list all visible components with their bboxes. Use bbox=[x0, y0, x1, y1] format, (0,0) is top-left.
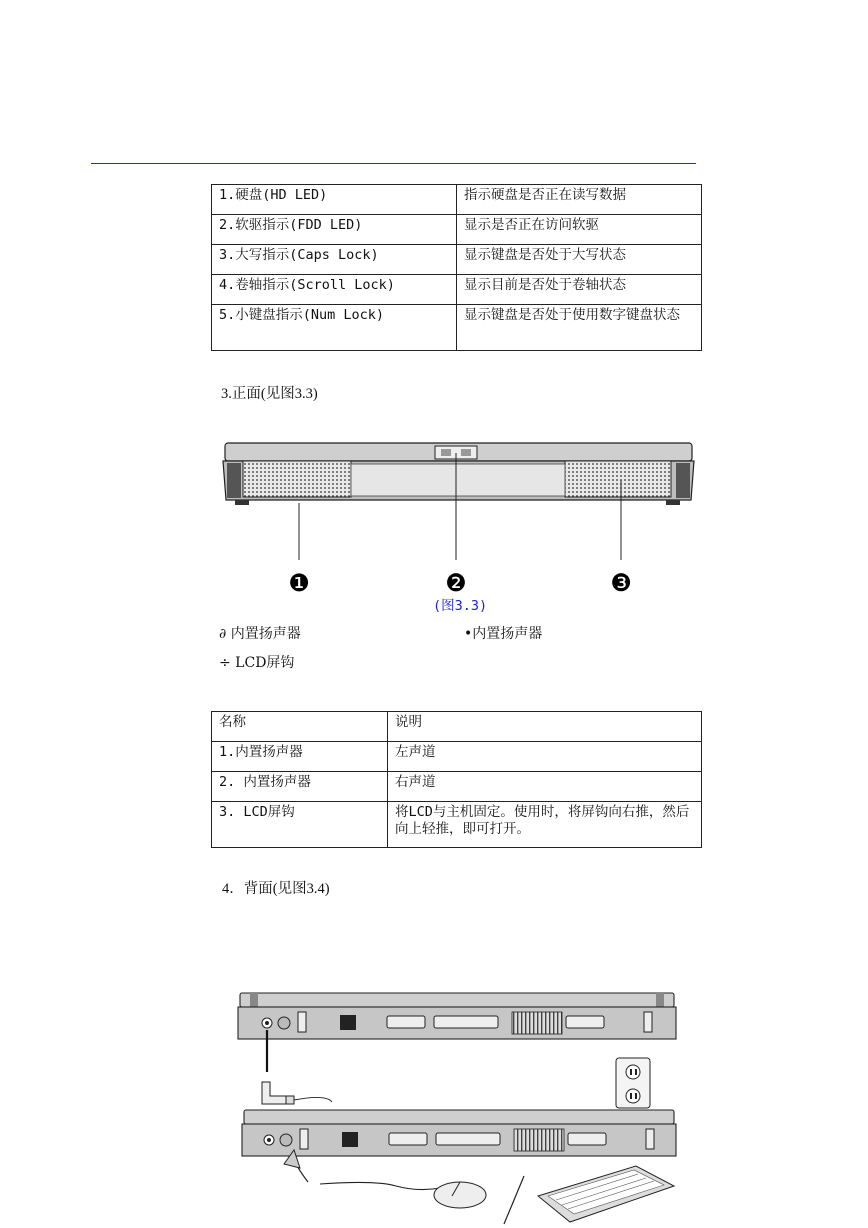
table-row bbox=[212, 275, 702, 305]
front-parts-table bbox=[211, 711, 702, 848]
table-row bbox=[212, 742, 702, 772]
table-row bbox=[212, 185, 702, 215]
indicator-table bbox=[211, 184, 702, 351]
laptop-front-illustration bbox=[215, 438, 700, 618]
table-cell: 指示硬盘是否正在读写数据 bbox=[457, 185, 702, 215]
table-row bbox=[212, 802, 702, 848]
callout-1: ❶ bbox=[288, 569, 310, 597]
table-cell: 将LCD与主机固定。使用时，将屏钩向右推，然后向上轻推，即可打开。 bbox=[388, 802, 702, 848]
table-cell: 5.小键盘指示(Num Lock) bbox=[212, 305, 457, 351]
table-cell: 显示目前是否处于卷轴状态 bbox=[457, 275, 702, 305]
laptop-rear-illustration bbox=[236, 990, 682, 1226]
table-header-cell: 名称 bbox=[212, 712, 388, 742]
table-cell: 显示是否正在访问软驱 bbox=[457, 215, 702, 245]
header-rule bbox=[91, 163, 696, 164]
table-cell: 4.卷轴指示(Scroll Lock) bbox=[212, 275, 457, 305]
table-cell: 显示键盘是否处于使用数字键盘状态 bbox=[457, 305, 702, 351]
table-cell: 右声道 bbox=[388, 772, 702, 802]
table-row bbox=[212, 305, 702, 351]
callout-2: ❷ bbox=[445, 569, 467, 597]
table-cell: 2.软驱指示(FDD LED) bbox=[212, 215, 457, 245]
table-row bbox=[212, 215, 702, 245]
table-header-row bbox=[212, 712, 702, 742]
callout-3: ❸ bbox=[610, 569, 632, 597]
table-header-cell: 说明 bbox=[388, 712, 702, 742]
table-cell: 2. 内置扬声器 bbox=[212, 772, 388, 802]
table-cell: 1.内置扬声器 bbox=[212, 742, 388, 772]
table-cell: 3.大写指示(Caps Lock) bbox=[212, 245, 457, 275]
table-cell: 左声道 bbox=[388, 742, 702, 772]
section-heading: 3.正面(见图3.3) bbox=[221, 386, 318, 402]
legend-item: ∂ 内置扬声器 bbox=[219, 626, 301, 642]
table-row bbox=[212, 245, 702, 275]
legend-item: •内置扬声器 bbox=[464, 626, 543, 642]
figure-caption: (图3.3) bbox=[433, 598, 488, 614]
table-cell: 显示键盘是否处于大写状态 bbox=[457, 245, 702, 275]
section-heading: 4．背面(见图3.4) bbox=[222, 881, 330, 897]
table-cell: 3. LCD屏钩 bbox=[212, 802, 388, 848]
legend-item: ÷ LCD屏钩 bbox=[219, 655, 295, 671]
table-row bbox=[212, 772, 702, 802]
table-cell: 1.硬盘(HD LED) bbox=[212, 185, 457, 215]
